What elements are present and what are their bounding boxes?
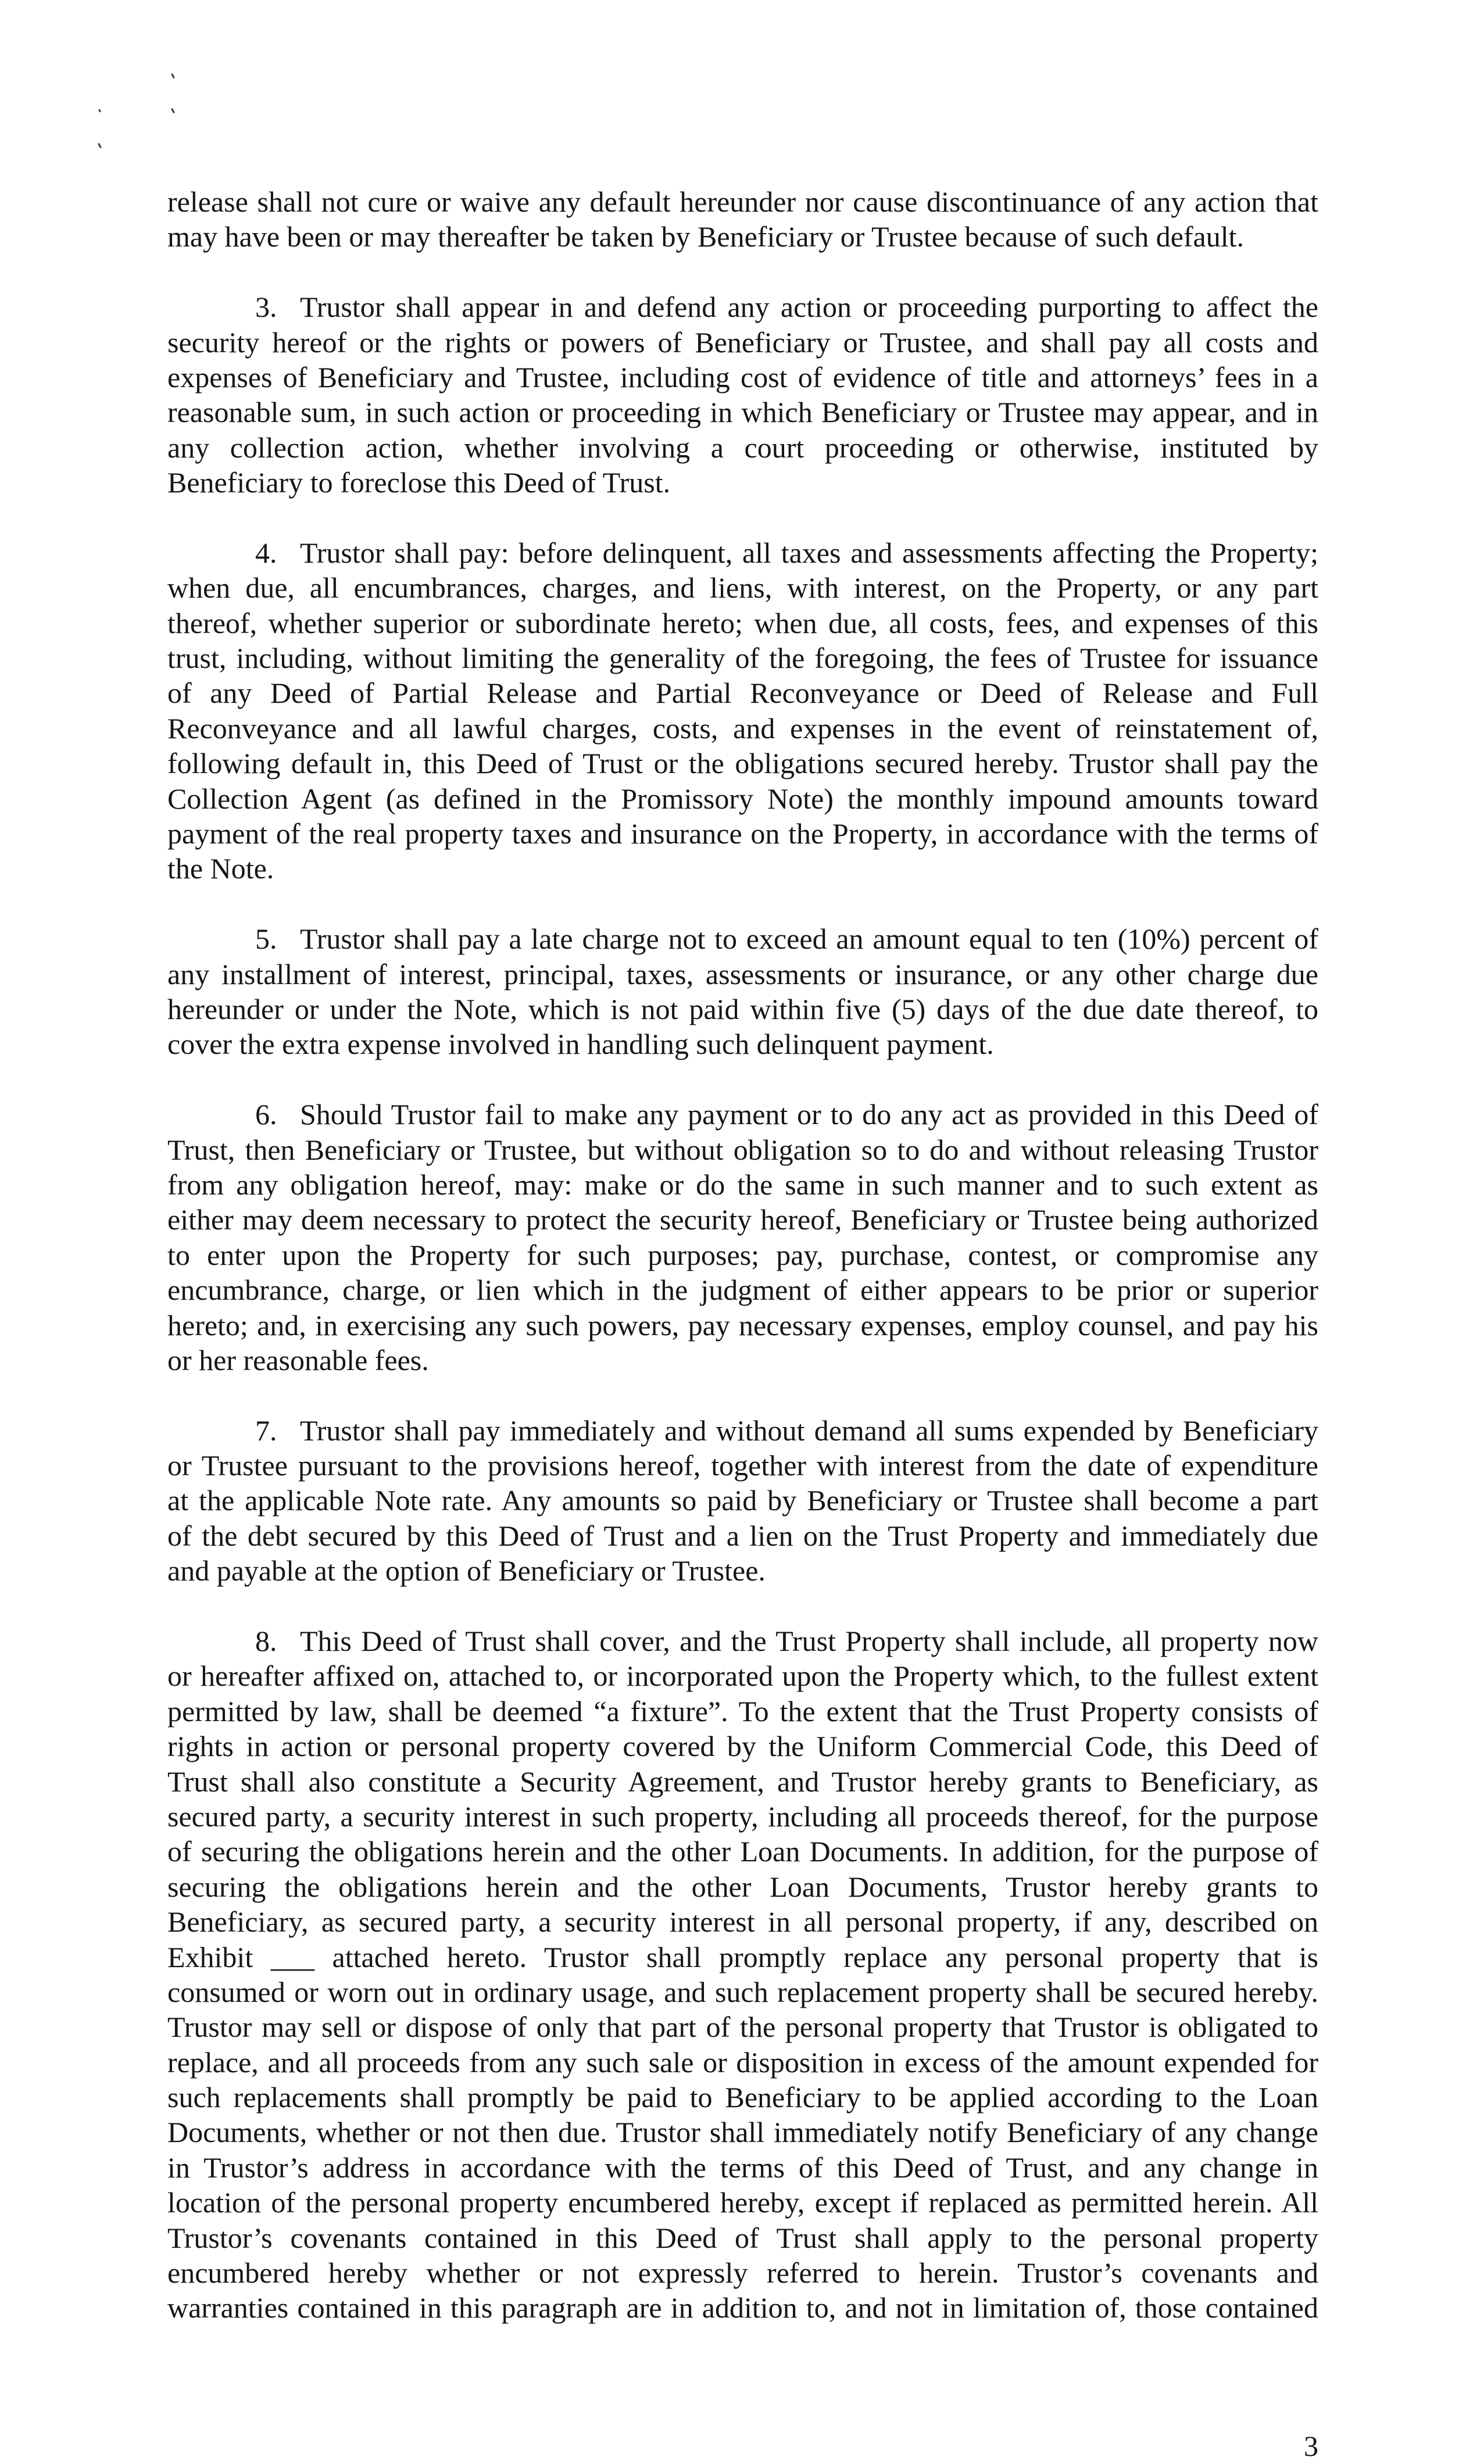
line-text: Trust shall also constitute a Security Agreement, and Trustor hereby grants to Beneficiary, as [167,1765,1318,1798]
line-text: Documents, whether or not then due. Trustor shall immediately notify Beneficiary of any change [167,2116,1318,2149]
line-text: cover the extra expense involved in handling such delinquent payment. [167,1028,994,1061]
line-text: such replacements shall promptly be paid to Beneficiary to be applied according to the Loan [167,2081,1318,2114]
line-text: Trustor shall pay a late charge not to exceed an amount equal to ten (10%) percent of [300,922,1318,956]
line-text: any collection action, whether involving a court proceeding or otherwise, instituted by [167,431,1318,464]
line-text: hereto; and, in exercising any such powers, pay necessary expenses, employ counsel, and pay his [167,1308,1318,1342]
paragraph-line [167,1202,1318,1237]
paragraph-3 [167,289,1318,500]
paragraph-line [167,1448,1318,1483]
line-text: consumed or worn out in ordinary usage, and such replacement property shall be secured hereby. [167,1975,1318,2008]
line-text: payment of the real property taxes and insurance on the Property, in accordance with the terms of [167,817,1318,850]
paragraph-line [167,430,1318,465]
paragraph-line [167,851,1318,886]
paragraph-line [167,2009,1318,2044]
scan-speck [98,109,101,113]
paragraph-line [167,1799,1318,1834]
line-text: Beneficiary to foreclose this Deed of Trust. [167,466,671,499]
paragraph-line [167,1764,1318,1799]
paragraph-line [167,1518,1318,1553]
paragraph-line [167,1553,1318,1588]
paragraph-line [167,1483,1318,1518]
paragraph-line [167,1413,1318,1448]
line-text: Collection Agent (as defined in the Promissory Note) the monthly impound amounts toward [167,782,1318,815]
scan-speck [98,143,102,148]
paragraph-line [167,2290,1318,2325]
line-text: encumbrance, charge, or lien which in the judgment of either appears to be prior or superior [167,1274,1318,1307]
paragraph-line [167,1132,1318,1167]
line-text: encumbered hereby whether or not expressly referred to herein. Trustor’s covenants and [167,2256,1318,2290]
document-body [167,184,1318,2361]
paragraph-line [167,465,1318,500]
line-text: hereunder or under the Note, which is not paid within five (5) days of the due date thereof, to [167,992,1318,1025]
line-text: may have been or may thereafter be taken by Beneficiary or Trustee because of such default. [167,220,1245,253]
paragraph-line [167,711,1318,746]
line-text: Trustor shall pay immediately and without demand all sums expended by Beneficiary [300,1414,1318,1447]
paragraph-line [167,1167,1318,1202]
line-text: expenses of Beneficiary and Trustee, including cost of evidence of title and attorneys’ fees in a [167,360,1318,394]
paragraph-line [167,535,1318,570]
line-text: either may deem necessary to protect the security hereof, Beneficiary or Trustee being authorized [167,1203,1318,1236]
line-text: of the debt secured by this Deed of Trust and a lien on the Trust Property and immediately due [167,1519,1318,1552]
paragraph-number: 7. [255,1414,277,1447]
paragraph-line [167,1343,1318,1378]
line-text: Trustor shall pay: before delinquent, all taxes and assessments affecting the Property; [300,536,1318,569]
line-text: of any Deed of Partial Release and Partial Reconveyance or Deed of Release and Full [167,677,1318,710]
paragraph-line [167,781,1318,816]
line-text: Reconveyance and all lawful charges, costs, and expenses in the event of reinstatement of, [167,711,1318,745]
paragraph-line [167,746,1318,781]
paragraph-line [167,1869,1318,1904]
line-text: of securing the obligations herein and the other Loan Documents. In addition, for the purpose of [167,1835,1318,1868]
paragraph-line [167,2115,1318,2150]
line-text: thereof, whether superior or subordinate hereto; when due, all costs, fees, and expenses of this [167,606,1318,639]
line-text: securing the obligations herein and the other Loan Documents, Trustor hereby grants to [167,1870,1318,1903]
paragraph-7 [167,1413,1318,1589]
paragraph-line [167,1272,1318,1307]
paragraph-line [167,816,1318,851]
paragraph-line [167,2080,1318,2115]
paragraph-line [167,921,1318,956]
paragraph-line [167,184,1318,219]
paragraph-4 [167,535,1318,886]
paragraph-6 [167,1097,1318,1378]
paragraph-line [167,219,1318,254]
paragraph-number: 3. [255,291,277,324]
paragraph-line [167,1097,1318,1132]
paragraph-continuation [167,184,1318,255]
page-number: 3 [1304,2430,1318,2462]
line-text: location of the personal property encumbered hereby, except if replaced as permitted herein. All [167,2186,1318,2219]
paragraph-line [167,1658,1318,1693]
line-text: or her reasonable fees. [167,1343,429,1376]
paragraph-line [167,992,1318,1027]
paragraph-number: 5. [255,922,277,956]
line-text: security hereof or the rights or powers of Beneficiary or Trustee, and shall pay all costs and [167,326,1318,359]
scan-speck [171,73,175,78]
line-text: reasonable sum, in such action or proceeding in which Beneficiary or Trustee may appear, and in [167,396,1318,429]
paragraph-line [167,1308,1318,1343]
paragraph-line [167,1904,1318,1939]
paragraph-number: 4. [255,536,277,569]
paragraph-line [167,1975,1318,2009]
paragraph-line [167,606,1318,641]
line-text: replace, and all proceeds from any such sale or disposition in excess of the amount expended for [167,2045,1318,2079]
paragraph-line [167,1694,1318,1729]
line-text: Exhibit ___ attached hereto. Trustor shall promptly replace any personal property that is [167,1940,1318,1973]
line-text: to enter upon the Property for such purposes; pay, purchase, contest, or compromise any [167,1238,1318,1271]
paragraph-line [167,1623,1318,1658]
scan-speck [171,108,175,113]
line-text: and payable at the option of Beneficiary or Trustee. [167,1554,766,1587]
paragraph-line [167,2150,1318,2185]
paragraph-5 [167,921,1318,1062]
paragraph-line [167,1238,1318,1272]
line-text: or hereafter affixed on, attached to, or incorporated upon the Property which, to the fullest extent [167,1660,1318,1693]
paragraph-8 [167,1623,1318,2326]
line-text: trust, including, without limiting the generality of the foregoing, the fees of Trustee for issuance [167,642,1318,675]
paragraph-line [167,360,1318,395]
paragraph-line [167,1027,1318,1061]
line-text: any installment of interest, principal, taxes, assessments or insurance, or any other charge due [167,957,1318,990]
paragraph-line [167,2185,1318,2220]
line-text: warranties contained in this paragraph are in addition to, and not in limitation of, those contained [167,2291,1318,2324]
line-text: the Note. [167,852,274,885]
paragraph-line [167,325,1318,360]
line-text: permitted by law, shall be deemed “a fixture”. To the extent that the Trust Property consists of [167,1694,1318,1728]
line-text: Trustor may sell or dispose of only that part of the personal property that Trustor is obligated to [167,2011,1318,2044]
paragraph-line [167,570,1318,605]
line-text: in Trustor’s address in accordance with the terms of this Deed of Trust, and any change in [167,2151,1318,2184]
line-text: or Trustee pursuant to the provisions hereof, together with interest from the date of expenditure [167,1449,1318,1482]
line-text: release shall not cure or waive any default hereunder nor cause discontinuance of any action that [167,185,1318,218]
paragraph-line [167,675,1318,710]
paragraph-line [167,1729,1318,1764]
paragraph-line [167,2255,1318,2290]
paragraph-line [167,641,1318,675]
paragraph-line [167,1834,1318,1869]
line-text: when due, all encumbrances, charges, and liens, with interest, on the Property, or any part [167,571,1318,605]
line-text: This Deed of Trust shall cover, and the Trust Property shall include, all property now [300,1625,1318,1658]
line-text: Beneficiary, as secured party, a security interest in all personal property, if any, described on [167,1905,1318,1939]
line-text: following default in, this Deed of Trust or the obligations secured hereby. Trustor shall pay the [167,747,1318,780]
paragraph-line [167,957,1318,992]
paragraph-line [167,1940,1318,1975]
line-text: Trust, then Beneficiary or Trustee, but without obligation so to do and without releasing Trustor [167,1133,1318,1166]
line-text: Should Trustor fail to make any payment or to do any act as provided in this Deed of [300,1098,1318,1131]
paragraph-line [167,2220,1318,2255]
line-text: Trustor shall appear in and defend any action or proceeding purporting to affect the [300,291,1318,324]
paragraph-line [167,395,1318,430]
line-text: Trustor’s covenants contained in this Deed of Trust shall apply to the personal property [167,2221,1318,2254]
line-text: secured party, a security interest in such property, including all proceeds thereof, for the purpose [167,1800,1318,1833]
paragraph-line [167,2045,1318,2080]
line-text: rights in action or personal property covered by the Uniform Commercial Code, this Deed of [167,1730,1318,1763]
paragraph-line [167,289,1318,324]
paragraph-number: 6. [255,1098,277,1131]
line-text: from any obligation hereof, may: make or do the same in such manner and to such extent as [167,1168,1318,1201]
paragraph-number: 8. [255,1625,277,1658]
line-text: at the applicable Note rate. Any amounts so paid by Beneficiary or Trustee shall become a part [167,1484,1318,1517]
